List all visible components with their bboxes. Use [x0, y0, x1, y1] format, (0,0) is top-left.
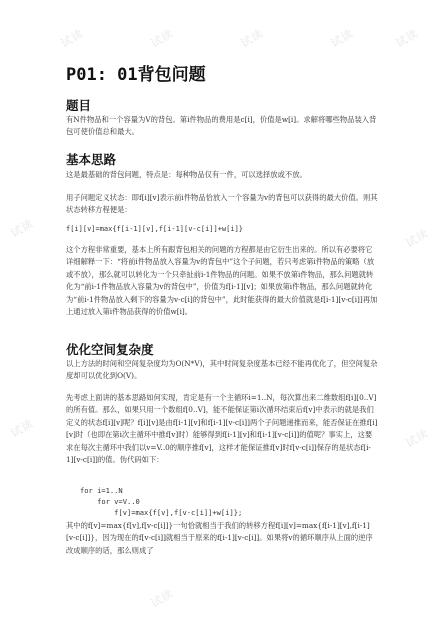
- problem-text: 有N件物品和一个容量为V的背包。第i件物品的费用是c[i]，价值是w[i]。求解将哪些物品装入背包可使价值总和最大。: [66, 115, 377, 137]
- page-title: P01: 01背包问题: [66, 65, 206, 85]
- watermark: 试读: [393, 26, 421, 51]
- optimize-paragraph-3: 其中的f[v]=max{f[v],f[v-c[i]]}一句恰就相当于我们的转移方程f[i][v]=max{f[i-1][v],f[i-1][v-c[i]]}，因为现在的f[v-c[i]]就相当于原来的f[i-1][v-c[i]]。如果将v的循环顺序从上面的逆序改成顺序的话，那么则成了: [66, 521, 373, 555]
- section-heading-optimize: 优化空间复杂度: [66, 342, 154, 357]
- optimize-paragraph-2: 先考虑上面讲的基本思路如何实现，肯定是有一个主循环i=1..N，每次算出来二维数组f[i][0..V]的所有值。那么，如果只用一个数组f[0..V]，能不能保证第i次循环结束后f[v]中表示的就是我们定义的状态f[i][v]呢？f[i][v]是由f[i-1][v]和f[i-1][v-c[i]]两个子问题递推而来，能否保证在推f[i][v]时（也即在第i次主循环中推f[v]时）能够得到f[i-1][v]和f[i-1][v-c[i]]的值呢？事实上，这要求在每次主循环中我们以v=V..0的顺序推f[v]，这样才能保证推f[v]时f[v-c[i]]保存的是状态f[i-1][v-c[i]]的值。伪代码如下：: [66, 393, 378, 465]
- watermark: 试读: [148, 26, 176, 51]
- watermark: 试读: [403, 226, 431, 251]
- state-transition-formula: f[i][v]=max{f[i-1][v],f[i-1][v-c[i]]+w[i]}: [66, 225, 244, 233]
- watermark: 试读: [238, 26, 266, 51]
- code-line: for i=1..N: [80, 486, 123, 495]
- code-line: for v=V..0: [80, 497, 140, 506]
- watermark: 试读: [58, 26, 86, 51]
- pseudocode-block: [80, 485, 242, 518]
- section-heading-problem: 题目: [66, 98, 92, 113]
- watermark: 试读: [8, 416, 36, 441]
- code-line: f[v]=max{f[v],f[v-c[i]]+w[i]};: [80, 508, 243, 517]
- watermark: 试读: [403, 426, 431, 451]
- idea-paragraph-1: 这是最基础的背包问题，特点是：每种物品仅有一件，可以选择放或不放。: [66, 170, 307, 179]
- idea-paragraph-2: 用子问题定义状态：即f[i][v]表示前i件物品恰放入一个容量为v的背包可以获得的最大价值。则其状态转移方程便是：: [66, 193, 378, 215]
- watermark: 试读: [8, 216, 36, 241]
- watermark: 试读: [148, 586, 176, 611]
- watermark: 试读: [328, 26, 356, 51]
- idea-paragraph-3: 这个方程非常重要，基本上所有跟背包相关的问题的方程都是由它衍生出来的。所以有必要将它详细解释一下：“将前i件物品放入容量为v的背包中”这个子问题，若只考虑第i件物品的策略（放或不放），那么就可以转化为一个只牵扯前i-1件物品的问题。如果不放第i件物品，那么问题就转化为“前i-1件物品放入容量为v的背包中”，价值为f[i-1][v]；如果放第i件物品，那么问题就转化为“前i-1件物品放入剩下的容量为v-c[i]的背包中”，此时能获得的最大价值就是f[i-1][v-c[i]]再加上通过放入第i件物品获得的价值w[i]。: [66, 245, 378, 317]
- optimize-paragraph-1: 以上方法的时间和空间复杂度均为O(N*V)，其中时间复杂度基本已经不能再优化了，但空间复杂度却可以优化到O(V)。: [66, 359, 378, 381]
- section-heading-idea: 基本思路: [66, 152, 117, 167]
